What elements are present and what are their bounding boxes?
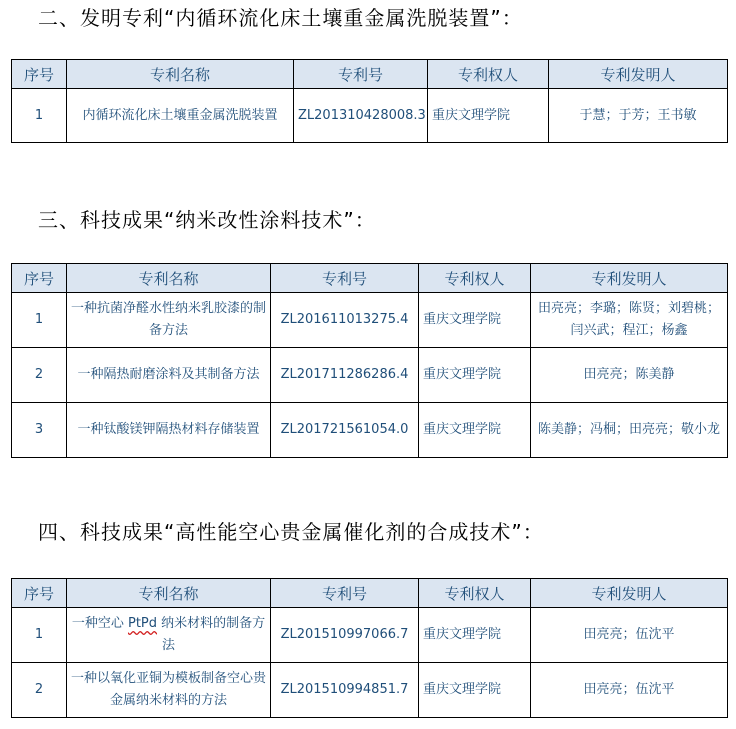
cell-holder: 重庆文理学院 (419, 663, 531, 718)
cell-inventors: 田亮亮；伍沈平 (531, 663, 728, 718)
cell-patent-number: ZL201310428008.3 (294, 89, 428, 143)
cell-holder: 重庆文理学院 (419, 348, 531, 403)
column-header-inventors: 专利发明人 (531, 264, 728, 293)
cell-patent-name: 内循环流化床土壤重金属洗脱装置 (67, 89, 294, 143)
table-header-row (12, 579, 728, 608)
column-header-name: 专利名称 (67, 264, 271, 293)
cell-patent-name: 一种钛酸镁钾隔热材料存储装置 (67, 403, 271, 458)
patent-table (11, 59, 728, 143)
table-header-row (12, 60, 728, 89)
table-row (12, 89, 728, 143)
table-row (12, 403, 728, 458)
cell-inventors: 田亮亮；陈美静 (531, 348, 728, 403)
column-header-holder: 专利权人 (419, 264, 531, 293)
cell-index: 1 (12, 293, 67, 348)
column-header-holder: 专利权人 (428, 60, 549, 89)
cell-holder: 重庆文理学院 (419, 293, 531, 348)
table-header-row (12, 264, 728, 293)
cell-inventors: 田亮亮；伍沈平 (531, 608, 728, 663)
cell-index: 2 (12, 663, 67, 718)
cell-inventors: 于慧；于芳；王书敏 (549, 89, 728, 143)
table-row (12, 348, 728, 403)
section-heading: 四、科技成果“高性能空心贵金属催化剂的合成技术”： (38, 520, 544, 544)
name-text: 纳米材料的制备方法 (157, 616, 266, 653)
section-heading: 三、科技成果“纳米改性涂料技术”： (38, 208, 376, 232)
column-header-patent-no: 专利号 (271, 264, 419, 293)
table-row (12, 663, 728, 718)
cell-patent-number: ZL201510994851.7 (271, 663, 419, 718)
column-header-patent-no: 专利号 (294, 60, 428, 89)
patent-table (11, 578, 728, 718)
spellcheck-marked-word: PtPd (127, 616, 158, 631)
column-header-index: 序号 (12, 579, 67, 608)
cell-patent-number: ZL201611013275.4 (271, 293, 419, 348)
section-heading: 二、发明专利“内循环流化床土壤重金属洗脱装置”： (38, 6, 523, 30)
column-header-name: 专利名称 (67, 579, 271, 608)
cell-patent-number: ZL201510997066.7 (271, 608, 419, 663)
cell-index: 2 (12, 348, 67, 403)
table-row (12, 293, 728, 348)
cell-patent-number: ZL201721561054.0 (271, 403, 419, 458)
cell-inventors: 陈美静；冯桐；田亮亮；敬小龙 (531, 403, 728, 458)
cell-holder: 重庆文理学院 (419, 403, 531, 458)
column-header-holder: 专利权人 (419, 579, 531, 608)
cell-holder: 重庆文理学院 (428, 89, 549, 143)
table-row (12, 608, 728, 663)
cell-patent-name: 一种以氧化亚铜为模板制备空心贵金属纳米材料的方法 (67, 663, 271, 718)
cell-holder: 重庆文理学院 (419, 608, 531, 663)
column-header-inventors: 专利发明人 (549, 60, 728, 89)
cell-index: 3 (12, 403, 67, 458)
cell-index: 1 (12, 608, 67, 663)
column-header-name: 专利名称 (67, 60, 294, 89)
patent-table (11, 263, 728, 458)
cell-patent-name: 一种隔热耐磨涂料及其制备方法 (67, 348, 271, 403)
name-text: 一种空心 (71, 616, 128, 631)
column-header-index: 序号 (12, 264, 67, 293)
cell-patent-number: ZL201711286286.4 (271, 348, 419, 403)
cell-patent-name (67, 608, 271, 663)
column-header-index: 序号 (12, 60, 67, 89)
cell-inventors: 田亮亮；李璐；陈贤；刘碧桃；闫兴武；程江；杨鑫 (531, 293, 728, 348)
column-header-inventors: 专利发明人 (531, 579, 728, 608)
cell-index: 1 (12, 89, 67, 143)
column-header-patent-no: 专利号 (271, 579, 419, 608)
cell-patent-name: 一种抗菌净醛水性纳米乳胶漆的制备方法 (67, 293, 271, 348)
